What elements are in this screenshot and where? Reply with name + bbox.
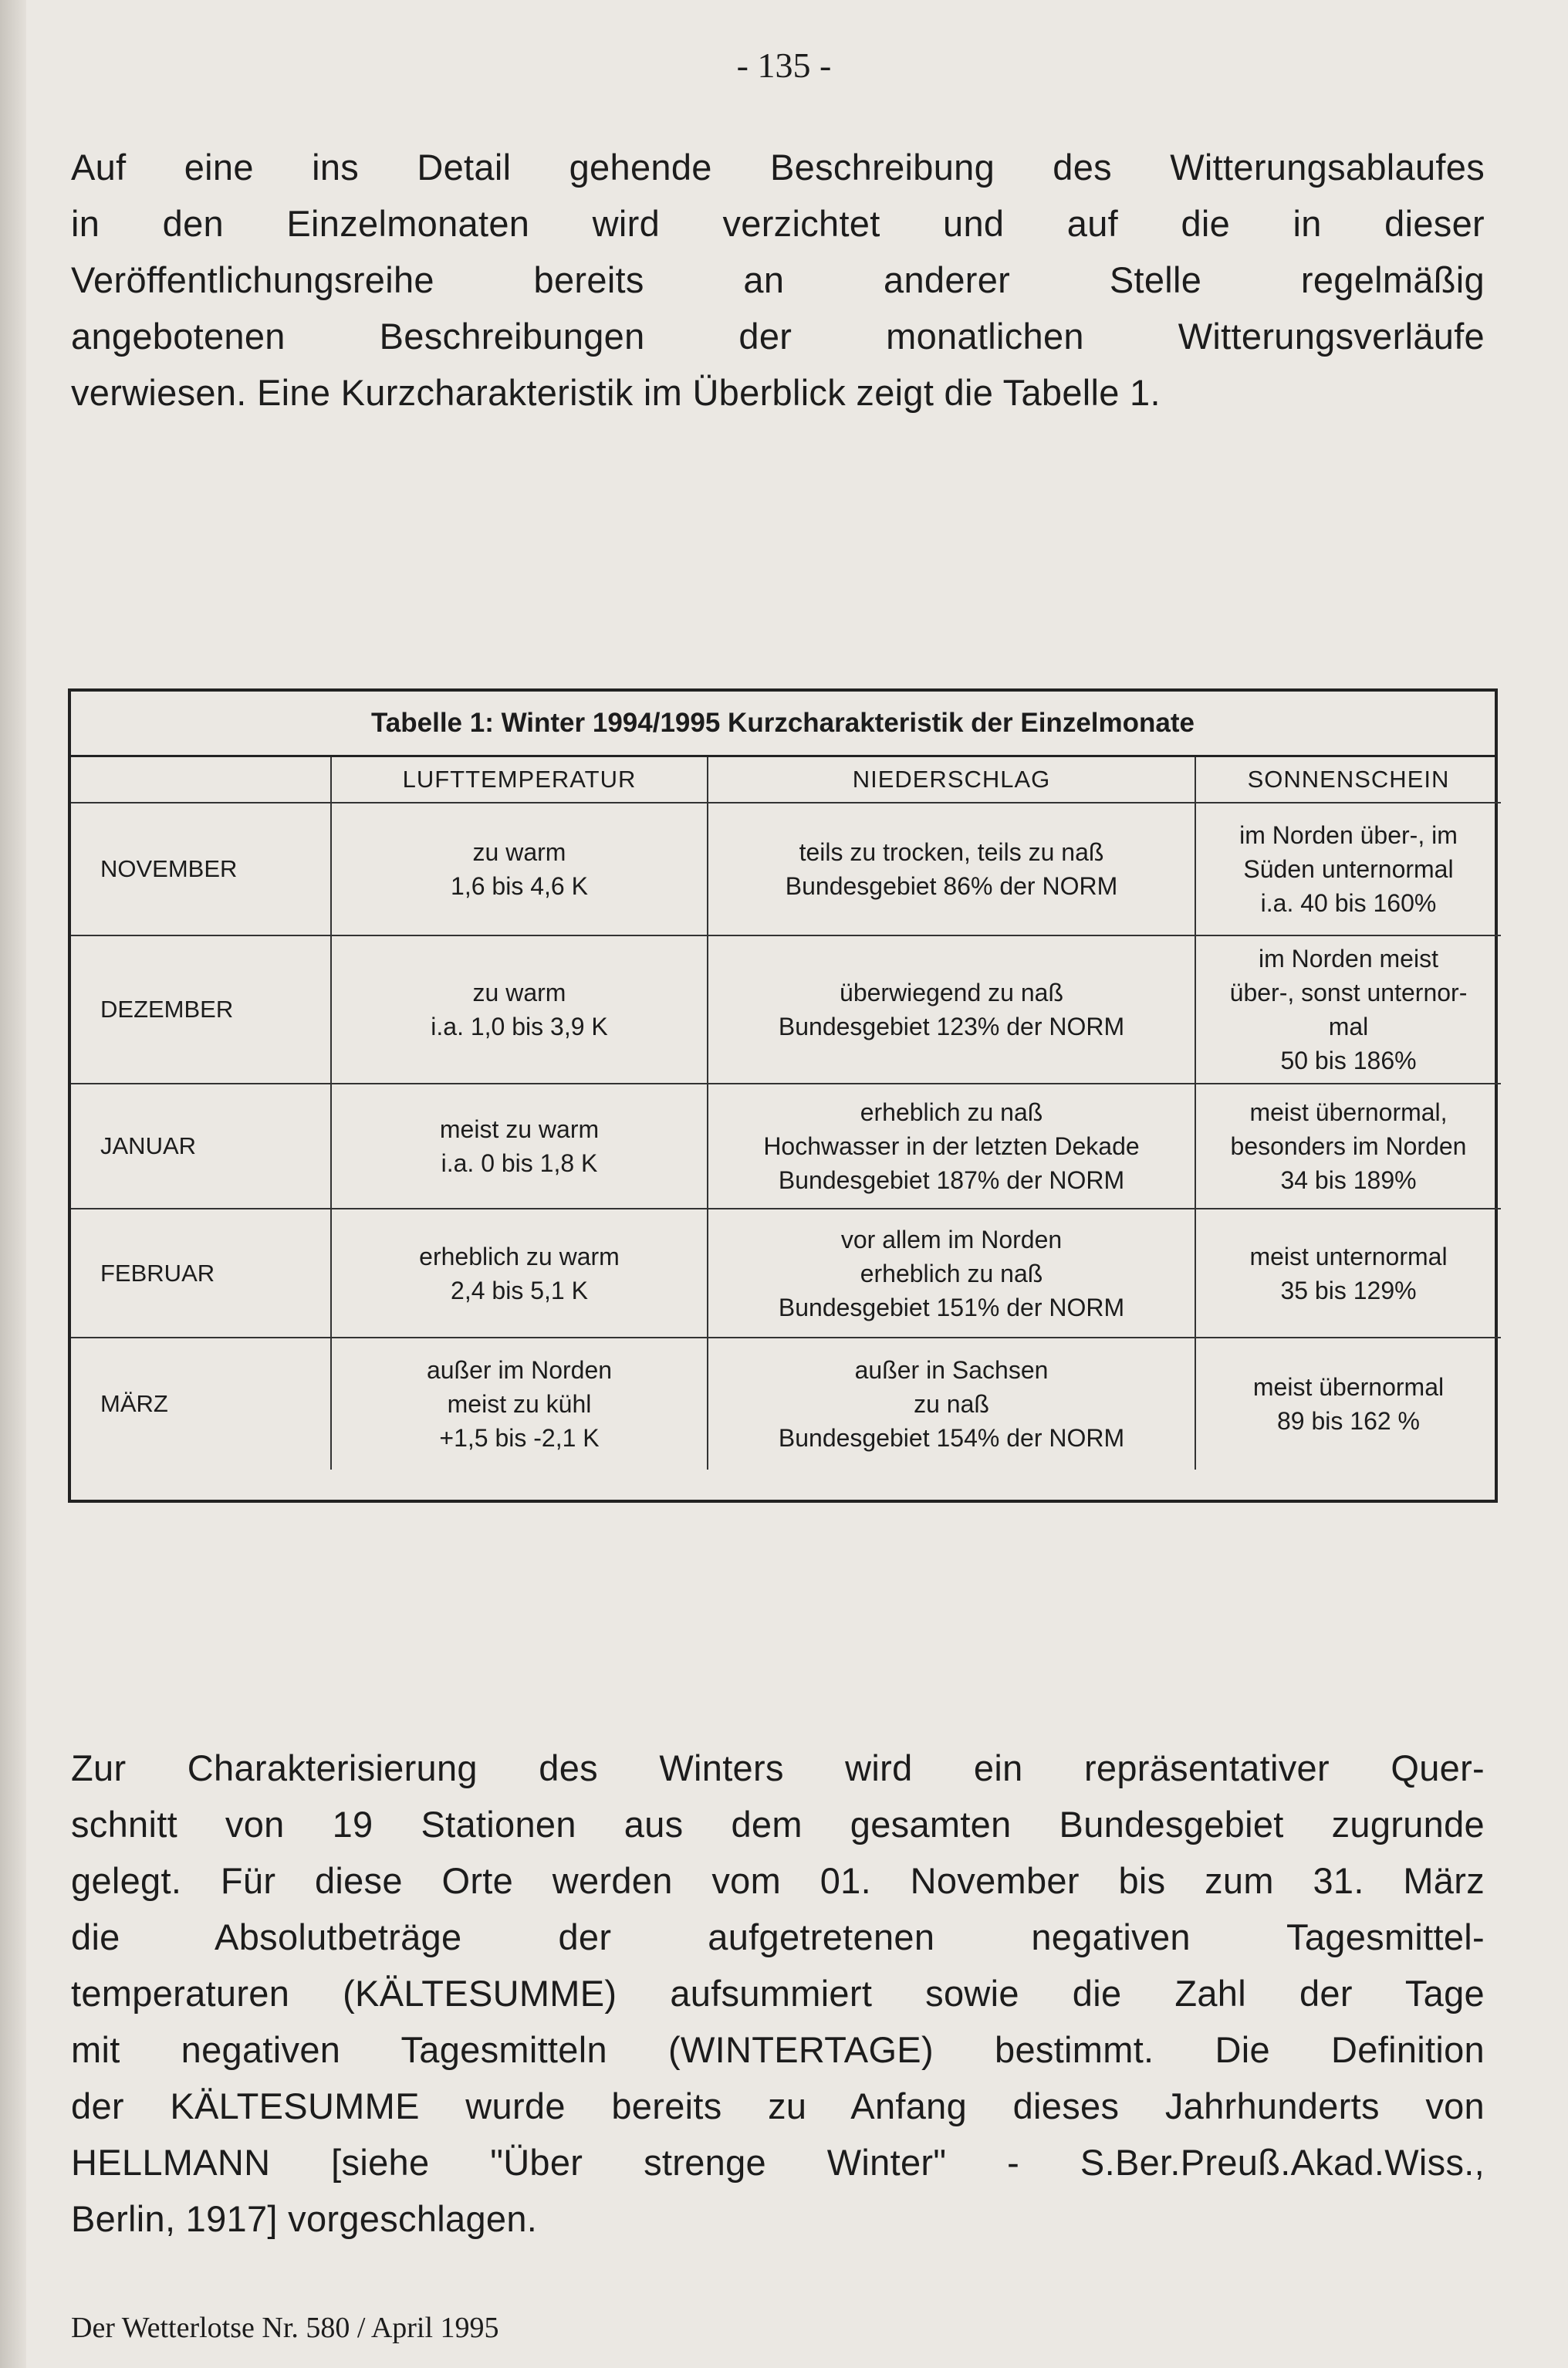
- table-row: [71, 1084, 1501, 1209]
- month-cell: DEZEMBER: [71, 935, 331, 1084]
- cell-line: im Norden meist: [1259, 945, 1438, 973]
- temperature-cell: [331, 1209, 708, 1338]
- cell-line: Bundesgebiet 154% der NORM: [778, 1424, 1125, 1452]
- cell-line: außer im Norden: [426, 1356, 613, 1384]
- temperature-cell: [331, 1338, 708, 1470]
- cell-line: Bundesgebiet 123% der NORM: [778, 1013, 1125, 1040]
- cell-line: Bundesgebiet 187% der NORM: [778, 1166, 1125, 1194]
- intro-paragraph: [71, 139, 1485, 421]
- summary-grid: [71, 757, 1501, 1470]
- cell-line: meist übernormal,: [1249, 1098, 1448, 1126]
- month-cell: MÄRZ: [71, 1338, 331, 1470]
- cell-line: 2,4 bis 5,1 K: [451, 1276, 588, 1304]
- winter-summary-table: [68, 688, 1498, 1503]
- cell-line: erheblich zu naß: [860, 1098, 1043, 1126]
- cell-line: Hochwasser in der letzten Dekade: [763, 1132, 1140, 1160]
- cell-line: außer in Sachsen: [854, 1356, 1049, 1384]
- cell-line: über-, sonst unternor-: [1229, 979, 1468, 1006]
- definition-paragraph: [71, 1740, 1485, 2247]
- publication-footer: Der Wetterlotse Nr. 580 / April 1995: [71, 2312, 499, 2344]
- cell-line: meist übernormal: [1252, 1373, 1445, 1401]
- precipitation-cell: [708, 1338, 1195, 1470]
- cell-line: erheblich zu warm: [419, 1242, 620, 1270]
- text-line: gelegt. Für diese Orte werden vom 01. November bis zum 31. März: [71, 1860, 1485, 1901]
- table-row: [71, 935, 1501, 1084]
- cell-line: i.a. 0 bis 1,8 K: [441, 1149, 598, 1177]
- header-row: [71, 757, 1501, 803]
- cell-line: i.a. 40 bis 160%: [1260, 889, 1437, 917]
- cell-line: i.a. 1,0 bis 3,9 K: [431, 1013, 608, 1040]
- sunshine-cell: [1195, 935, 1501, 1084]
- month-cell: NOVEMBER: [71, 803, 331, 935]
- cell-line: meist unternormal: [1249, 1242, 1448, 1270]
- text-line: die Absolutbeträge der aufgetretenen negativen Tagesmittel-: [71, 1916, 1485, 1957]
- cell-line: zu warm: [472, 838, 566, 866]
- header-cell-precipitation: NIEDERSCHLAG: [708, 757, 1195, 803]
- cell-line: zu naß: [914, 1390, 989, 1418]
- text-line: in den Einzelmonaten wird verzichtet und auf die in dieser: [71, 203, 1485, 244]
- cell-line: Bundesgebiet 86% der NORM: [785, 872, 1118, 900]
- text-line: schnitt von 19 Stationen aus dem gesamten Bundesgebiet zugrunde: [71, 1804, 1485, 1845]
- text-line: temperaturen (KÄLTESUMME) aufsummiert sowie die Zahl der Tage: [71, 1973, 1485, 2014]
- page-number: - 135 -: [736, 46, 832, 85]
- cell-line: 35 bis 129%: [1280, 1276, 1417, 1304]
- text-line: Veröffentlichungsreihe bereits an anderer Stelle regelmäßig: [71, 259, 1485, 300]
- temperature-cell: [331, 935, 708, 1084]
- header-cell-temperature: LUFTTEMPERATUR: [331, 757, 708, 803]
- sunshine-cell: [1195, 1084, 1501, 1209]
- sunshine-cell: [1195, 1209, 1501, 1338]
- table-row: [71, 1338, 1501, 1470]
- month-cell: JANUAR: [71, 1084, 331, 1209]
- cell-line: 34 bis 189%: [1280, 1166, 1417, 1194]
- cell-line: zu warm: [472, 979, 566, 1006]
- cell-line: meist zu warm: [439, 1115, 600, 1143]
- cell-line: Süden unternormal: [1243, 855, 1454, 883]
- table-row: [71, 803, 1501, 935]
- sunshine-cell: [1195, 803, 1501, 935]
- month-cell: FEBRUAR: [71, 1209, 331, 1338]
- cell-line: 89 bis 162 %: [1276, 1407, 1420, 1435]
- temperature-cell: [331, 803, 708, 935]
- text-line: der KÄLTESUMME wurde bereits zu Anfang dieses Jahrhunderts von: [71, 2086, 1485, 2126]
- cell-line: im Norden über-, im: [1239, 821, 1458, 849]
- sunshine-cell: [1195, 1338, 1501, 1470]
- page-edge-shadow: [0, 0, 26, 2368]
- cell-line: mal: [1328, 1013, 1369, 1040]
- precipitation-cell: [708, 803, 1195, 935]
- header-cell-month: [71, 757, 331, 803]
- cell-line: 1,6 bis 4,6 K: [451, 872, 588, 900]
- cell-line: erheblich zu naß: [860, 1259, 1043, 1287]
- cell-line: überwiegend zu naß: [840, 979, 1063, 1006]
- temperature-cell: [331, 1084, 708, 1209]
- cell-line: meist zu kühl: [447, 1390, 592, 1418]
- text-line: verwiesen. Eine Kurzcharakteristik im Überblick zeigt die Tabelle 1.: [71, 372, 1161, 413]
- table-row: [71, 1209, 1501, 1338]
- text-line: angebotenen Beschreibungen der monatlichen Witterungsverläufe: [71, 316, 1485, 357]
- header-cell-sunshine: SONNENSCHEIN: [1195, 757, 1501, 803]
- text-line: HELLMANN [siehe "Über strenge Winter" - S.Ber.Preuß.Akad.Wiss.,: [71, 2142, 1485, 2183]
- cell-line: teils zu trocken, teils zu naß: [799, 838, 1104, 866]
- precipitation-cell: [708, 1209, 1195, 1338]
- text-line: mit negativen Tagesmitteln (WINTERTAGE) bestimmt. Die Definition: [71, 2029, 1485, 2070]
- precipitation-cell: [708, 1084, 1195, 1209]
- precipitation-cell: [708, 935, 1195, 1084]
- table-title: Tabelle 1: Winter 1994/1995 Kurzcharakteristik der Einzelmonate: [71, 692, 1495, 757]
- cell-line: vor allem im Norden: [840, 1225, 1063, 1253]
- cell-line: Bundesgebiet 151% der NORM: [778, 1293, 1125, 1321]
- cell-line: besonders im Norden: [1230, 1132, 1467, 1160]
- text-line: Auf eine ins Detail gehende Beschreibung des Witterungsablaufes: [71, 147, 1485, 188]
- cell-line: +1,5 bis -2,1 K: [439, 1424, 600, 1452]
- cell-line: 50 bis 186%: [1280, 1047, 1417, 1074]
- text-line: Berlin, 1917] vorgeschlagen.: [71, 2198, 538, 2239]
- text-line: Zur Charakterisierung des Winters wird ein repräsentativer Quer-: [71, 1747, 1485, 1788]
